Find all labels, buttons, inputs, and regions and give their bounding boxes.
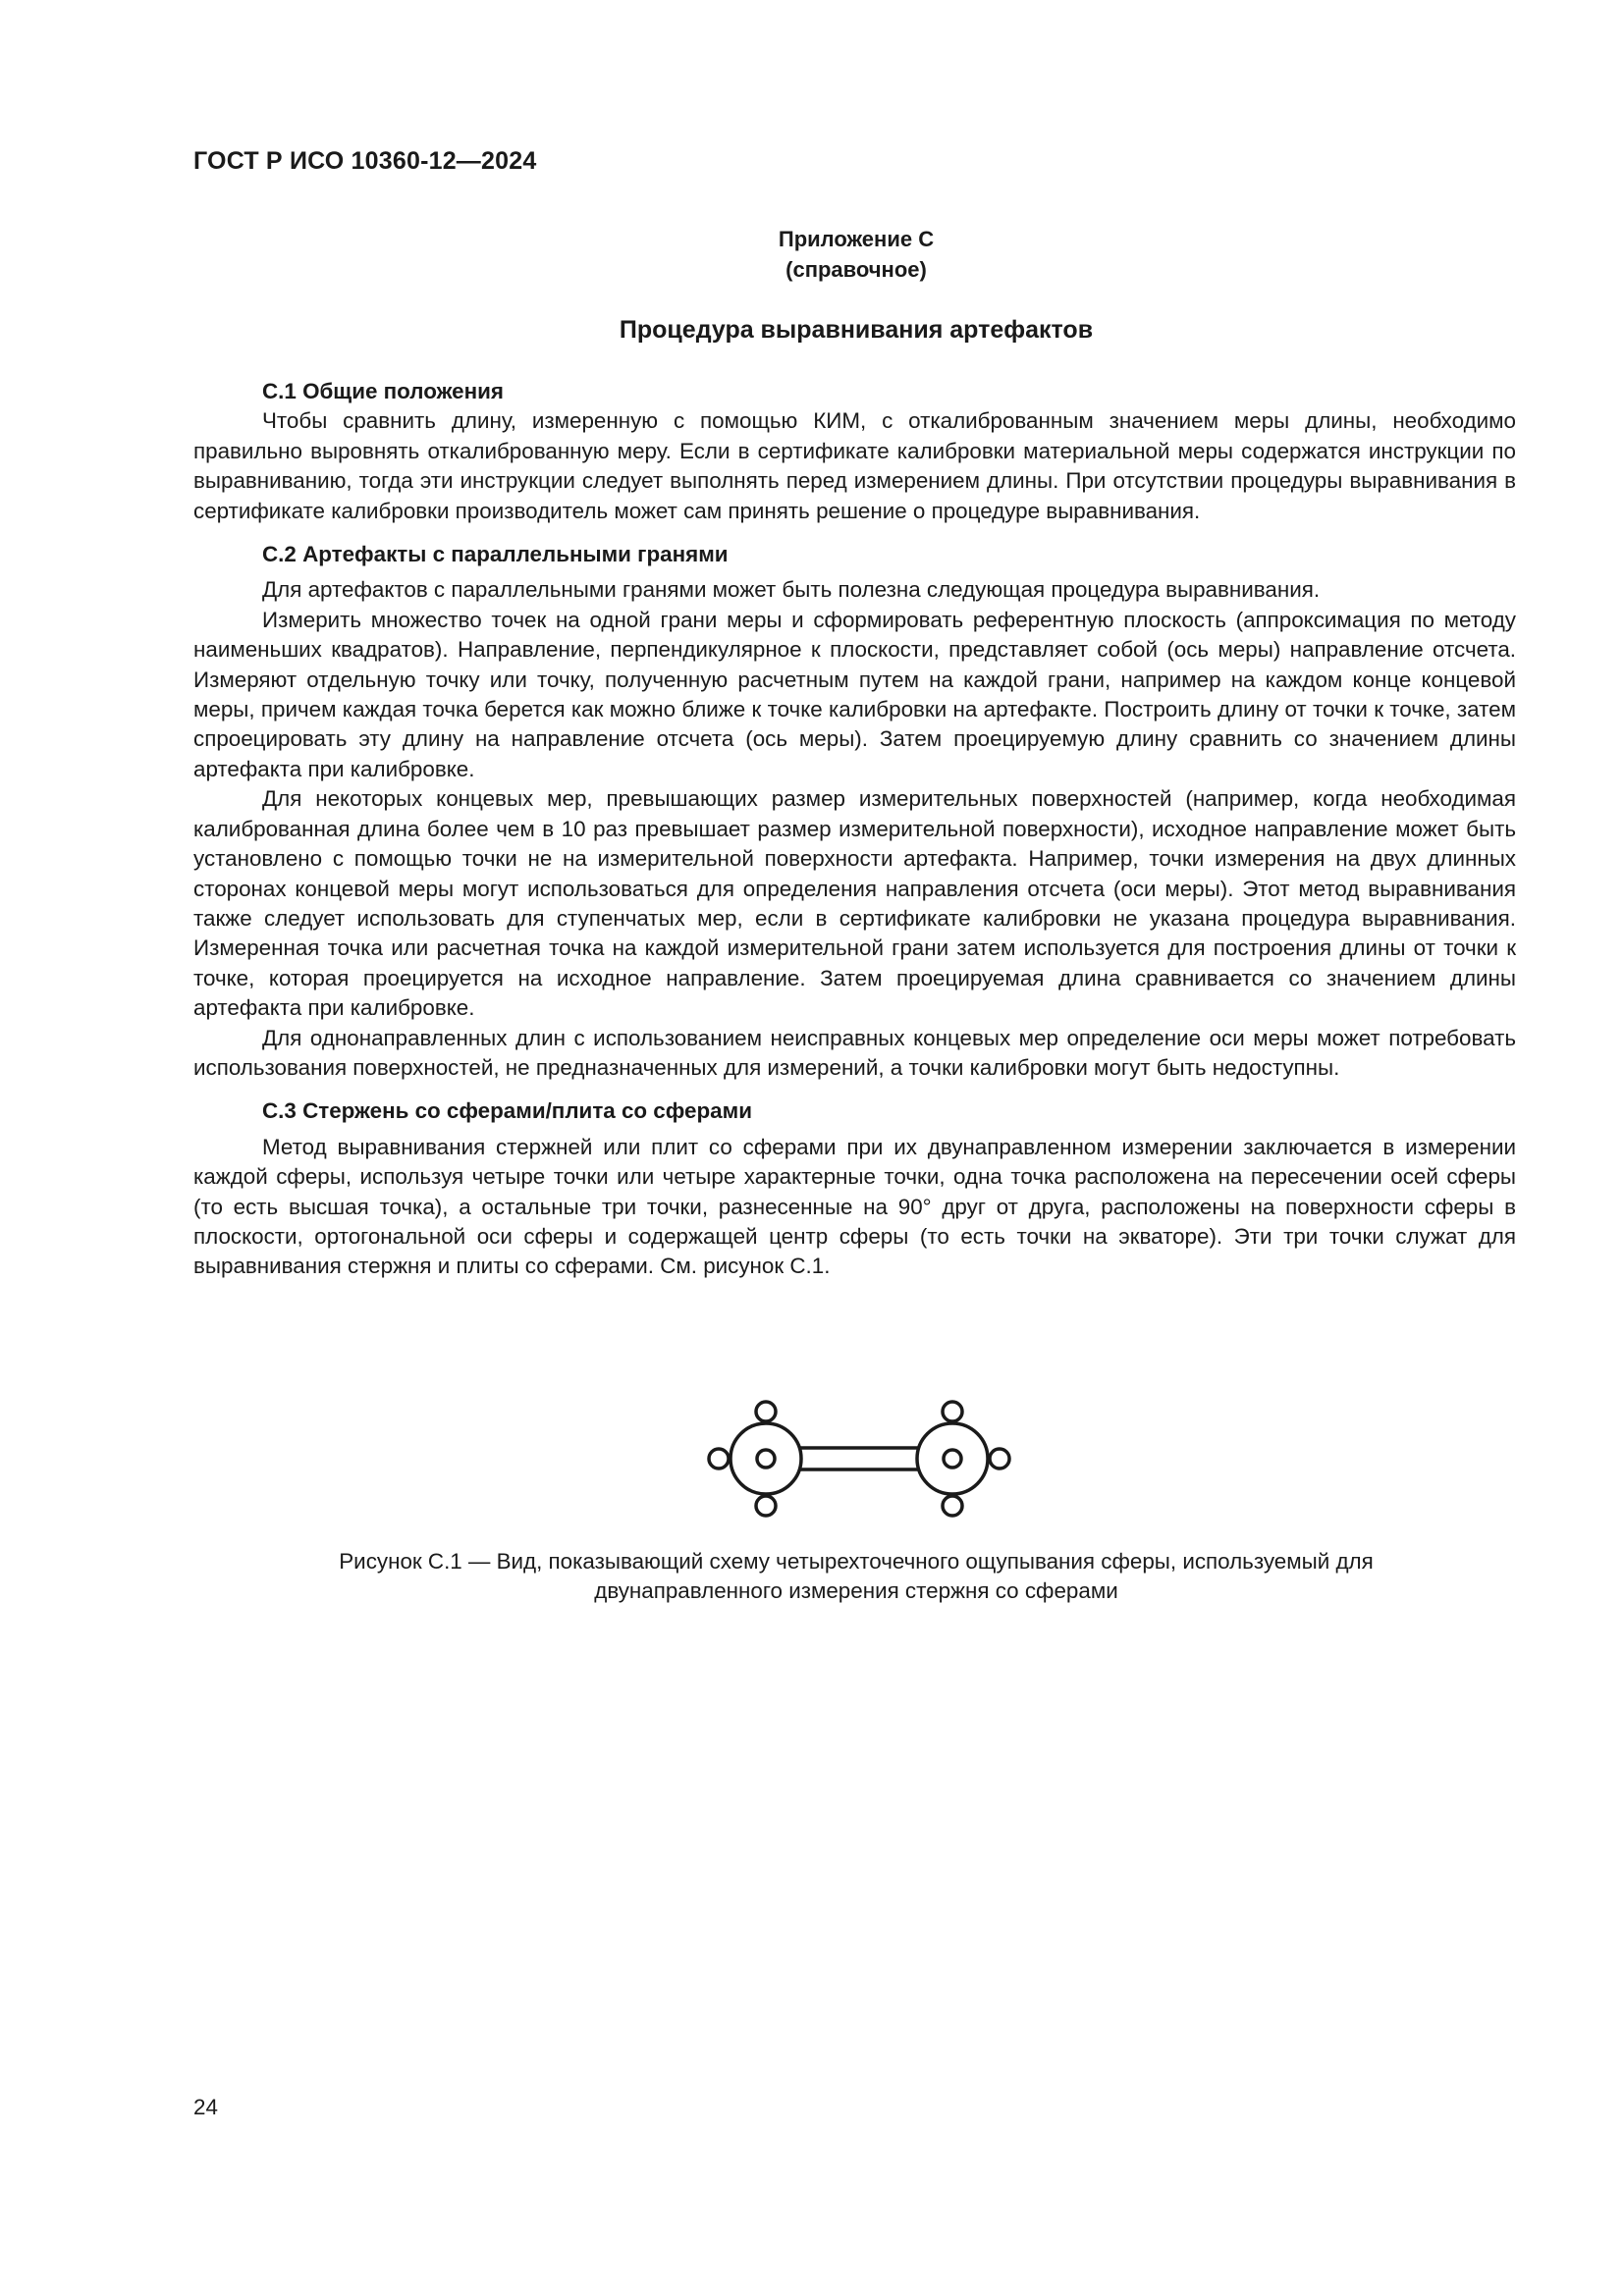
document-body xyxy=(193,377,1516,1282)
right-sphere xyxy=(917,1423,988,1494)
section-heading-c3: С.3 Стержень со сферами/плита со сферами xyxy=(262,1098,752,1124)
document-header: ГОСТ Р ИСО 10360-12—2024 xyxy=(193,147,537,175)
figure-caption xyxy=(0,1547,1624,1606)
right-top-point xyxy=(944,1450,961,1468)
left-north-point xyxy=(756,1402,776,1421)
paragraph: Чтобы сравнить длину, измеренную с помощью КИМ, с откалиброванным значением меры длины, необходимо правильно выровнять откалиброванную меру. Если в сертификате калибровки материальной меры содержатся инструкции по выравниванию, тогда эти инструкции следует выполнять перед измерением длины. При отсутствии процедуры выравнивания в сертификате калибровки производитель может сам принять решение о процедуре выравнивания. xyxy=(193,408,1516,523)
annex-heading xyxy=(0,224,1624,285)
annex-label: Приложение С xyxy=(778,227,935,251)
paragraph: Измерить множество точек на одной грани меры и сформировать референтную плоскость (аппроксимация по методу наименьших квадратов). Направление, перпендикулярное к плоскости, представляет собой (ось меры) направление отсчета. Измеряют отдельную точку или точку, полученную расчетным путем на каждой грани, например на каждом конце концевой меры, причем каждая точка берется как можно ближе к точке калибровки на артефакте. Построить длину от точки к точке, затем спроецировать эту длину на направление отсчета (ось меры). Затем проецируемую длину сравнить со значением длины артефакта при калибровке. xyxy=(193,607,1516,781)
caption-line-1: Рисунок С.1 — Вид, показывающий схему четырехточечного ощупывания сферы, используемый для xyxy=(339,1549,1374,1574)
paragraph: Для артефактов с параллельными гранями может быть полезна следующая процедура выравнивания. xyxy=(262,577,1321,603)
section-heading-c1: С.1 Общие положения xyxy=(262,379,504,403)
annex-title: Процедура выравнивания артефактов xyxy=(619,316,1094,344)
left-sphere xyxy=(731,1423,801,1494)
ball-bar-diagram xyxy=(687,1379,1031,1536)
paragraph: Для однонаправленных длин с использованием неисправных концевых мер определение оси меры может потребовать использования поверхностей, не предназначенных для измерений, а точки калибровки могут быть недоступны. xyxy=(193,1025,1516,1080)
right-south-point xyxy=(943,1496,962,1516)
caption-line-2: двунаправленного измерения стержня со сферами xyxy=(594,1578,1118,1603)
left-top-point xyxy=(757,1450,775,1468)
right-east-point xyxy=(990,1449,1009,1468)
right-north-point xyxy=(943,1402,962,1421)
annex-type: (справочное) xyxy=(785,257,927,282)
paragraph: Метод выравнивания стержней или плит со сферами при их двунаправленном измерении заключается в измерении каждой сферы, используя четыре точки или четыре характерные точки, одна точка расположена на пересечении осей сферы (то есть высшая точка), а остальные три точки, разнесенные на 90° друг от друга, расположены на поверхности сферы в плоскости, ортогональной оси сферы и содержащей центр сферы (то есть точки на экваторе). Эти три точки служат для выравнивания стержня и плиты со сферами. См. рисунок С.1. xyxy=(193,1134,1516,1279)
page-number: 24 xyxy=(193,2095,218,2119)
paragraph: Для некоторых концевых мер, превышающих размер измерительных поверхностей (например, когда необходимая калиброванная длина более чем в 10 раз превышает размер измерительной поверхности), исходное направление может быть установлено с помощью точки не на измерительной поверхности артефакта. Например, точки измерения на двух длинных сторонах концевой меры могут использоваться для определения направления отсчета (оси меры). Этот метод выравнивания также следует использовать для ступенчатых мер, если в сертификате калибровки не указана процедура выравнивания. Измеренная точка или расчетная точка на каждой измерительной грани затем используется для построения длины от точки к точке, которая проецируется на исходное направление. Затем проецируемая длина сравнивается со значением длины артефакта при калибровке. xyxy=(193,786,1516,1021)
section-heading-c2: С.2 Артефакты с параллельными гранями xyxy=(262,542,729,567)
left-west-point xyxy=(709,1449,729,1468)
left-south-point xyxy=(756,1496,776,1516)
